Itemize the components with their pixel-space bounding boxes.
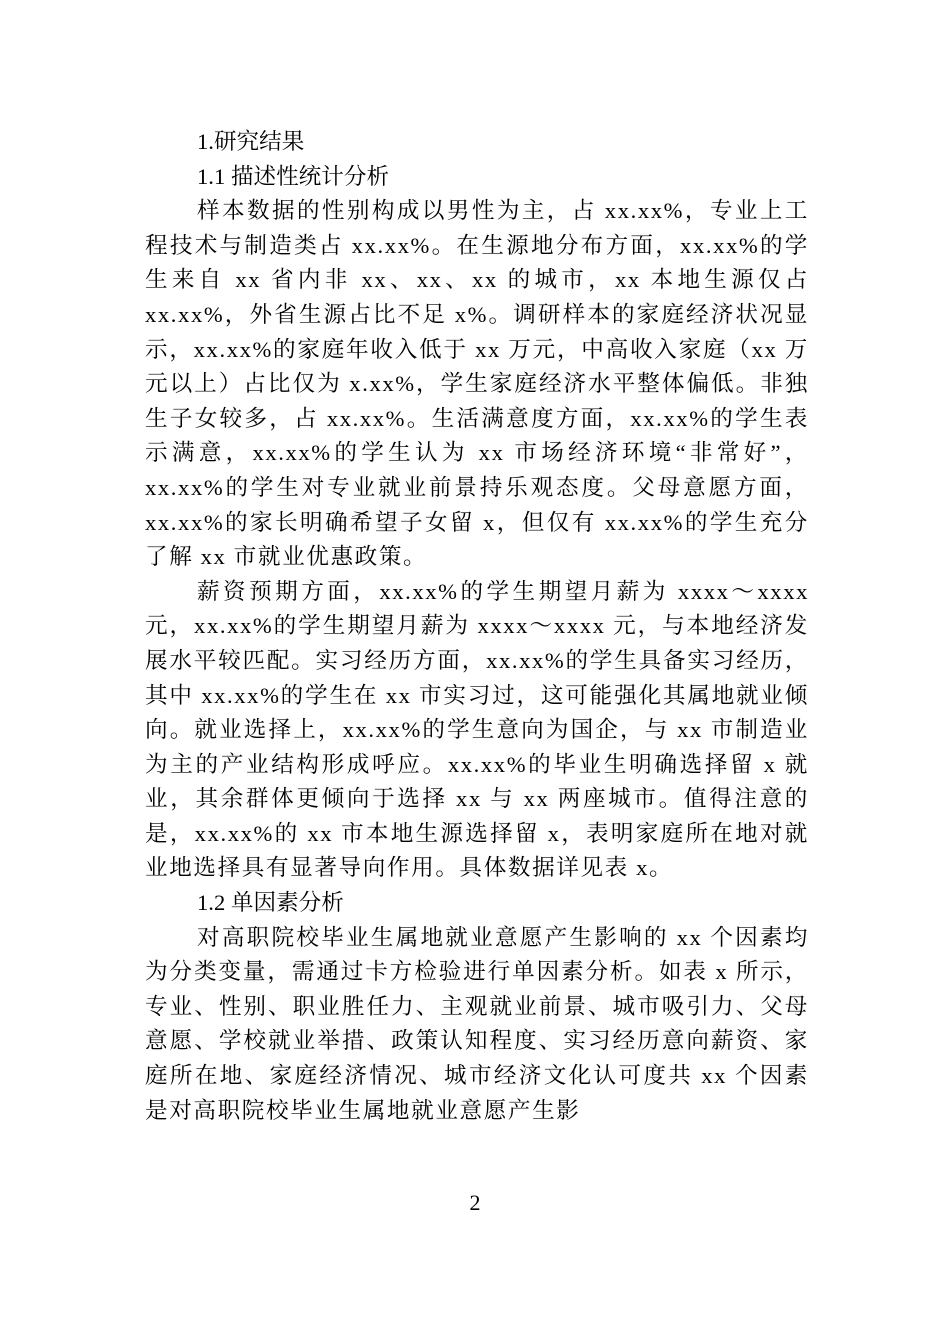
heading-research-results: 1.研究结果	[197, 129, 305, 154]
paragraph-chi-square-factors: 对高职院校毕业生属地就业意愿产生影响的 xx 个因素均为分类变量，需通过卡方检验进行单因素分析。如表 x 所示，专业、性别、职业胜任力、主观就业前景、城市吸引力、父母意愿、学校就业举措、政策认知程度、实习经历意向薪资、家庭所在地、家庭经济情况、城市经济文化认可度共 xx 个因素是对高职院校毕业生属地就业意愿产生影	[145, 924, 809, 1123]
page-number: 2	[469, 1190, 481, 1215]
heading-descriptive-statistics: 1.1 描述性统计分析	[197, 163, 390, 189]
heading-univariate-analysis: 1.2 单因素分析	[197, 890, 344, 916]
document-body	[145, 125, 809, 1128]
paragraph-sample-composition: 样本数据的性别构成以男性为主，占 xx.xx%，专业上工程技术与制造类占 xx.xx%。在生源地分布方面，xx.xx%的学生来自 xx 省内非 xx、xx、xx 的城市，xx 本地生源仅占 xx.xx%，外省生源占比不足 x%。调研样本的家庭经济状况显示，xx.xx%的家庭年收入低于 xx 万元，中高收入家庭（xx 万元以上）占比仅为 x.xx%，学生家庭经济水平整体偏低。非独生子女较多，占 xx.xx%。生活满意度方面，xx.xx%的学生表示满意，xx.xx%的学生认为 xx 市场经济环境“非常好”，xx.xx%的学生对专业就业前景持乐观态度。父母意愿方面，xx.xx%的家长明确希望子女留 x，但仅有 xx.xx%的学生充分了解 xx 市就业优惠政策。	[145, 198, 809, 570]
paragraph-salary-expectations: 薪资预期方面，xx.xx%的学生期望月薪为 xxxx～xxxx 元，xx.xx%的学生期望月薪为 xxxx～xxxx 元，与本地经济发展水平较匹配。实习经历方面，xx.xx%的学生具备实习经历，其中 xx.xx%的学生在 xx 市实习过，这可能强化其属地就业倾向。就业选择上，xx.xx%的学生意向为国企，与 xx 市制造业为主的产业结构形成呼应。xx.xx%的毕业生明确选择留 x 就业，其余群体更倾向于选择 xx 与 xx 两座城市。值得注意的是，xx.xx%的 xx 市本地生源选择留 x，表明家庭所在地对就业地选择具有显著导向作用。具体数据详见表 x。	[145, 578, 809, 881]
